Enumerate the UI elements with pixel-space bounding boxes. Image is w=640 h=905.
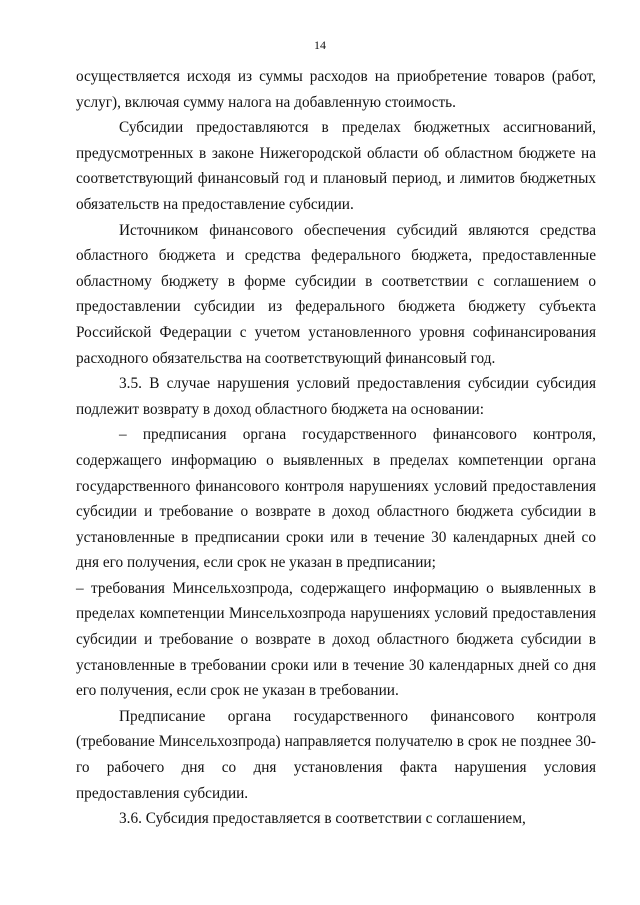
document-body bbox=[76, 64, 596, 832]
paragraph-clause-3-5: 3.5. В случае нарушения условий предоставления субсидии субсидия подлежит возврату в доход областного бюджета на основании: bbox=[76, 375, 596, 418]
paragraph-continuation: осуществляется исходя из суммы расходов на приобретение товаров (работ, услуг), включая сумму налога на добавленную стоимость. bbox=[76, 68, 596, 111]
list-item-requirement: – требования Минсельхозпрода, содержащего информацию о выявленных в пределах компетенции Минсельхозпрода нарушениях условий предоставления субсидии и требование о возврате в доход областного бюджета субсидии в установленные в требовании сроки или в течение 30 календарных дней со дня его получения, если срок не указан в требовании. bbox=[76, 579, 596, 700]
page-number: 14 bbox=[314, 38, 326, 52]
paragraph-funding-source: Источником финансового обеспечения субсидий являются средства областного бюджета и средства федерального бюджета, предоставленные областному бюджету в форме субсидии в соответствии с соглашением о предоставлении субсидии из федерального бюджета бюджету субъекта Российской Федерации с учетом установленного уровня софинансирования расходного обязательства на соответствующий финансовый год. bbox=[76, 221, 596, 367]
list-item-prescription: – предписания органа государственного финансового контроля, содержащего информацию о выявленных в пределах компетенции органа государственного финансового контроля нарушениях условий предоставления субсидии и требование о возврате в доход областного бюджета субсидии в установленные в предписании сроки или в течение 30 календарных дней со дня его получения, если срок не указан в предписании; bbox=[76, 426, 596, 572]
paragraph-clause-3-6: 3.6. Субсидия предоставляется в соответствии с соглашением, bbox=[119, 810, 526, 828]
paragraph-subsidy-limits: Субсидии предоставляются в пределах бюджетных ассигнований, предусмотренных в законе Нижегородской области об областном бюджете на соответствующий финансовый год и плановый период, и лимитов бюджетных обязательств на предоставление субсидии. bbox=[76, 119, 596, 213]
paragraph-prescription-deadline: Предписание органа государственного финансового контроля (требование Минсельхозпрода) направляется получателю в срок не позднее 30-го рабочего дня со дня установления факта нарушения условия предоставления субсидии. bbox=[76, 707, 596, 802]
